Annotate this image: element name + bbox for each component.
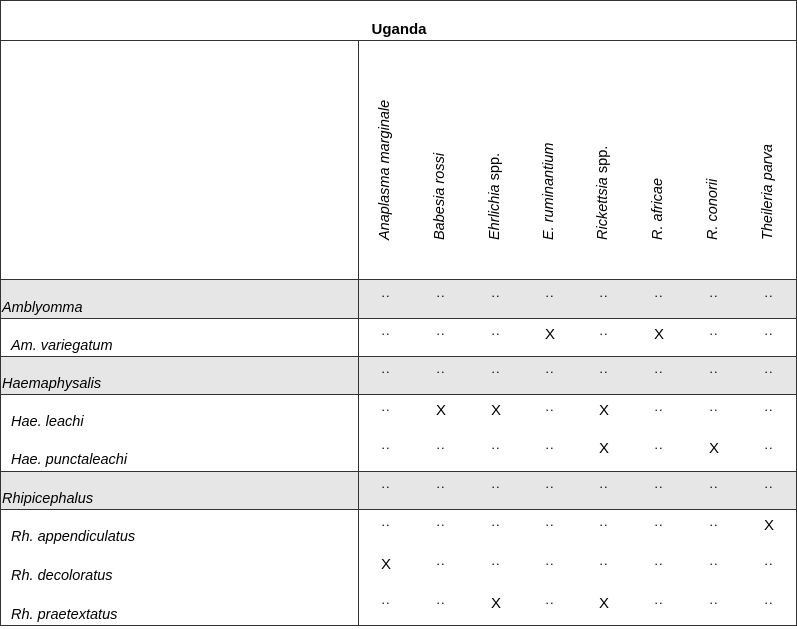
column-header-name: Babesia rossi [432, 152, 448, 240]
cell-no-data: .. [545, 476, 555, 491]
species-row-label: Rh. appendiculatus [11, 529, 136, 545]
column-header [595, 146, 611, 240]
species-row-label: Rh. praetextatus [11, 607, 118, 623]
cell-present: X [763, 517, 774, 534]
cell-no-data: .. [491, 476, 501, 491]
cell-no-data: .. [709, 323, 719, 338]
cell-no-data: .. [381, 514, 391, 529]
cell-no-data: .. [764, 437, 774, 452]
table-title: Uganda [371, 21, 427, 38]
column-header [432, 153, 448, 240]
cell-no-data: .. [381, 399, 391, 414]
cell-no-data: .. [599, 285, 609, 300]
table-top-border [0, 0, 797, 1]
genus-row-label: Amblyomma [2, 300, 83, 316]
column-header-name: Theileria parva [760, 144, 776, 240]
cell-no-data: .. [764, 553, 774, 568]
column-header [705, 179, 721, 240]
species-row-label: Hae. leachi [11, 414, 84, 430]
genus-row-label: Rhipicephalus [2, 491, 94, 507]
cell-no-data: .. [436, 285, 446, 300]
label-column-divider [358, 40, 359, 626]
cell-no-data: .. [436, 514, 446, 529]
cell-no-data: .. [599, 514, 609, 529]
column-header-suffix: spp. [595, 145, 611, 178]
column-header-name: E. ruminantium [541, 142, 557, 240]
body-divider [0, 279, 797, 280]
cell-no-data: .. [709, 285, 719, 300]
cell-no-data: .. [654, 476, 664, 491]
column-header [760, 144, 776, 240]
cell-no-data: .. [599, 476, 609, 491]
cell-present: X [544, 326, 555, 343]
cell-no-data: .. [545, 514, 555, 529]
cell-no-data: .. [545, 399, 555, 414]
cell-no-data: .. [709, 592, 719, 607]
cell-no-data: .. [654, 592, 664, 607]
cell-no-data: .. [599, 361, 609, 376]
cell-no-data: .. [654, 437, 664, 452]
cell-no-data: .. [545, 361, 555, 376]
cell-no-data: .. [764, 361, 774, 376]
column-header [377, 100, 393, 240]
cell-present: X [490, 595, 501, 612]
cell-no-data: .. [599, 323, 609, 338]
cell-no-data: .. [764, 285, 774, 300]
cell-no-data: .. [654, 285, 664, 300]
cell-no-data: .. [381, 437, 391, 452]
header-divider [0, 40, 797, 41]
species-row-label: Hae. punctaleachi [11, 452, 128, 468]
cell-no-data: .. [491, 437, 501, 452]
column-header-name: R. africae [650, 177, 666, 240]
column-header-suffix: spp. [487, 152, 503, 185]
cell-present: X [653, 326, 664, 343]
cell-present: X [598, 440, 609, 457]
species-row-label: Rh. decoloratus [11, 568, 113, 584]
cell-no-data: .. [545, 553, 555, 568]
cell-no-data: .. [491, 514, 501, 529]
cell-no-data: .. [381, 592, 391, 607]
cell-no-data: .. [436, 592, 446, 607]
row-divider [0, 471, 797, 472]
cell-no-data: .. [436, 323, 446, 338]
table-left-border [0, 0, 1, 626]
cell-no-data: .. [764, 476, 774, 491]
cell-no-data: .. [381, 361, 391, 376]
column-header [487, 153, 503, 240]
column-header [650, 178, 666, 240]
cell-no-data: .. [545, 437, 555, 452]
cell-no-data: .. [381, 285, 391, 300]
cell-no-data: .. [491, 553, 501, 568]
cell-no-data: .. [764, 399, 774, 414]
species-row-label: Am. variegatum [11, 338, 113, 354]
cell-no-data: .. [436, 553, 446, 568]
cell-no-data: .. [654, 514, 664, 529]
genus-row-label: Haemaphysalis [2, 376, 102, 392]
column-header-name: Ehrlichia [487, 184, 503, 240]
cell-no-data: .. [491, 323, 501, 338]
row-divider [0, 356, 797, 357]
cell-no-data: .. [709, 514, 719, 529]
cell-no-data: .. [436, 437, 446, 452]
cell-no-data: .. [599, 553, 609, 568]
cell-present: X [490, 402, 501, 419]
cell-no-data: .. [545, 592, 555, 607]
column-header-name: R. conorii [705, 178, 721, 240]
cell-no-data: .. [709, 553, 719, 568]
cell-no-data: .. [764, 592, 774, 607]
cell-no-data: .. [381, 323, 391, 338]
cell-no-data: .. [381, 476, 391, 491]
cell-no-data: .. [654, 399, 664, 414]
row-divider [0, 318, 797, 319]
cell-no-data: .. [709, 399, 719, 414]
row-divider [0, 394, 797, 395]
cell-no-data: .. [436, 361, 446, 376]
row-divider [0, 509, 797, 510]
cell-no-data: .. [436, 476, 446, 491]
column-header-name: Anaplasma marginale [377, 99, 393, 240]
cell-present: X [598, 402, 609, 419]
cell-no-data: .. [654, 361, 664, 376]
cell-no-data: .. [709, 361, 719, 376]
cell-no-data: .. [491, 361, 501, 376]
cell-present: X [598, 595, 609, 612]
cell-no-data: .. [491, 285, 501, 300]
cell-no-data: .. [709, 476, 719, 491]
column-header-name: Rickettsia [595, 177, 611, 240]
cell-present: X [435, 402, 446, 419]
cell-no-data: .. [764, 323, 774, 338]
cell-no-data: .. [654, 553, 664, 568]
column-header [541, 142, 557, 240]
table-bottom-border [0, 625, 797, 626]
cell-no-data: .. [545, 285, 555, 300]
cell-present: X [708, 440, 719, 457]
cell-present: X [380, 556, 391, 573]
